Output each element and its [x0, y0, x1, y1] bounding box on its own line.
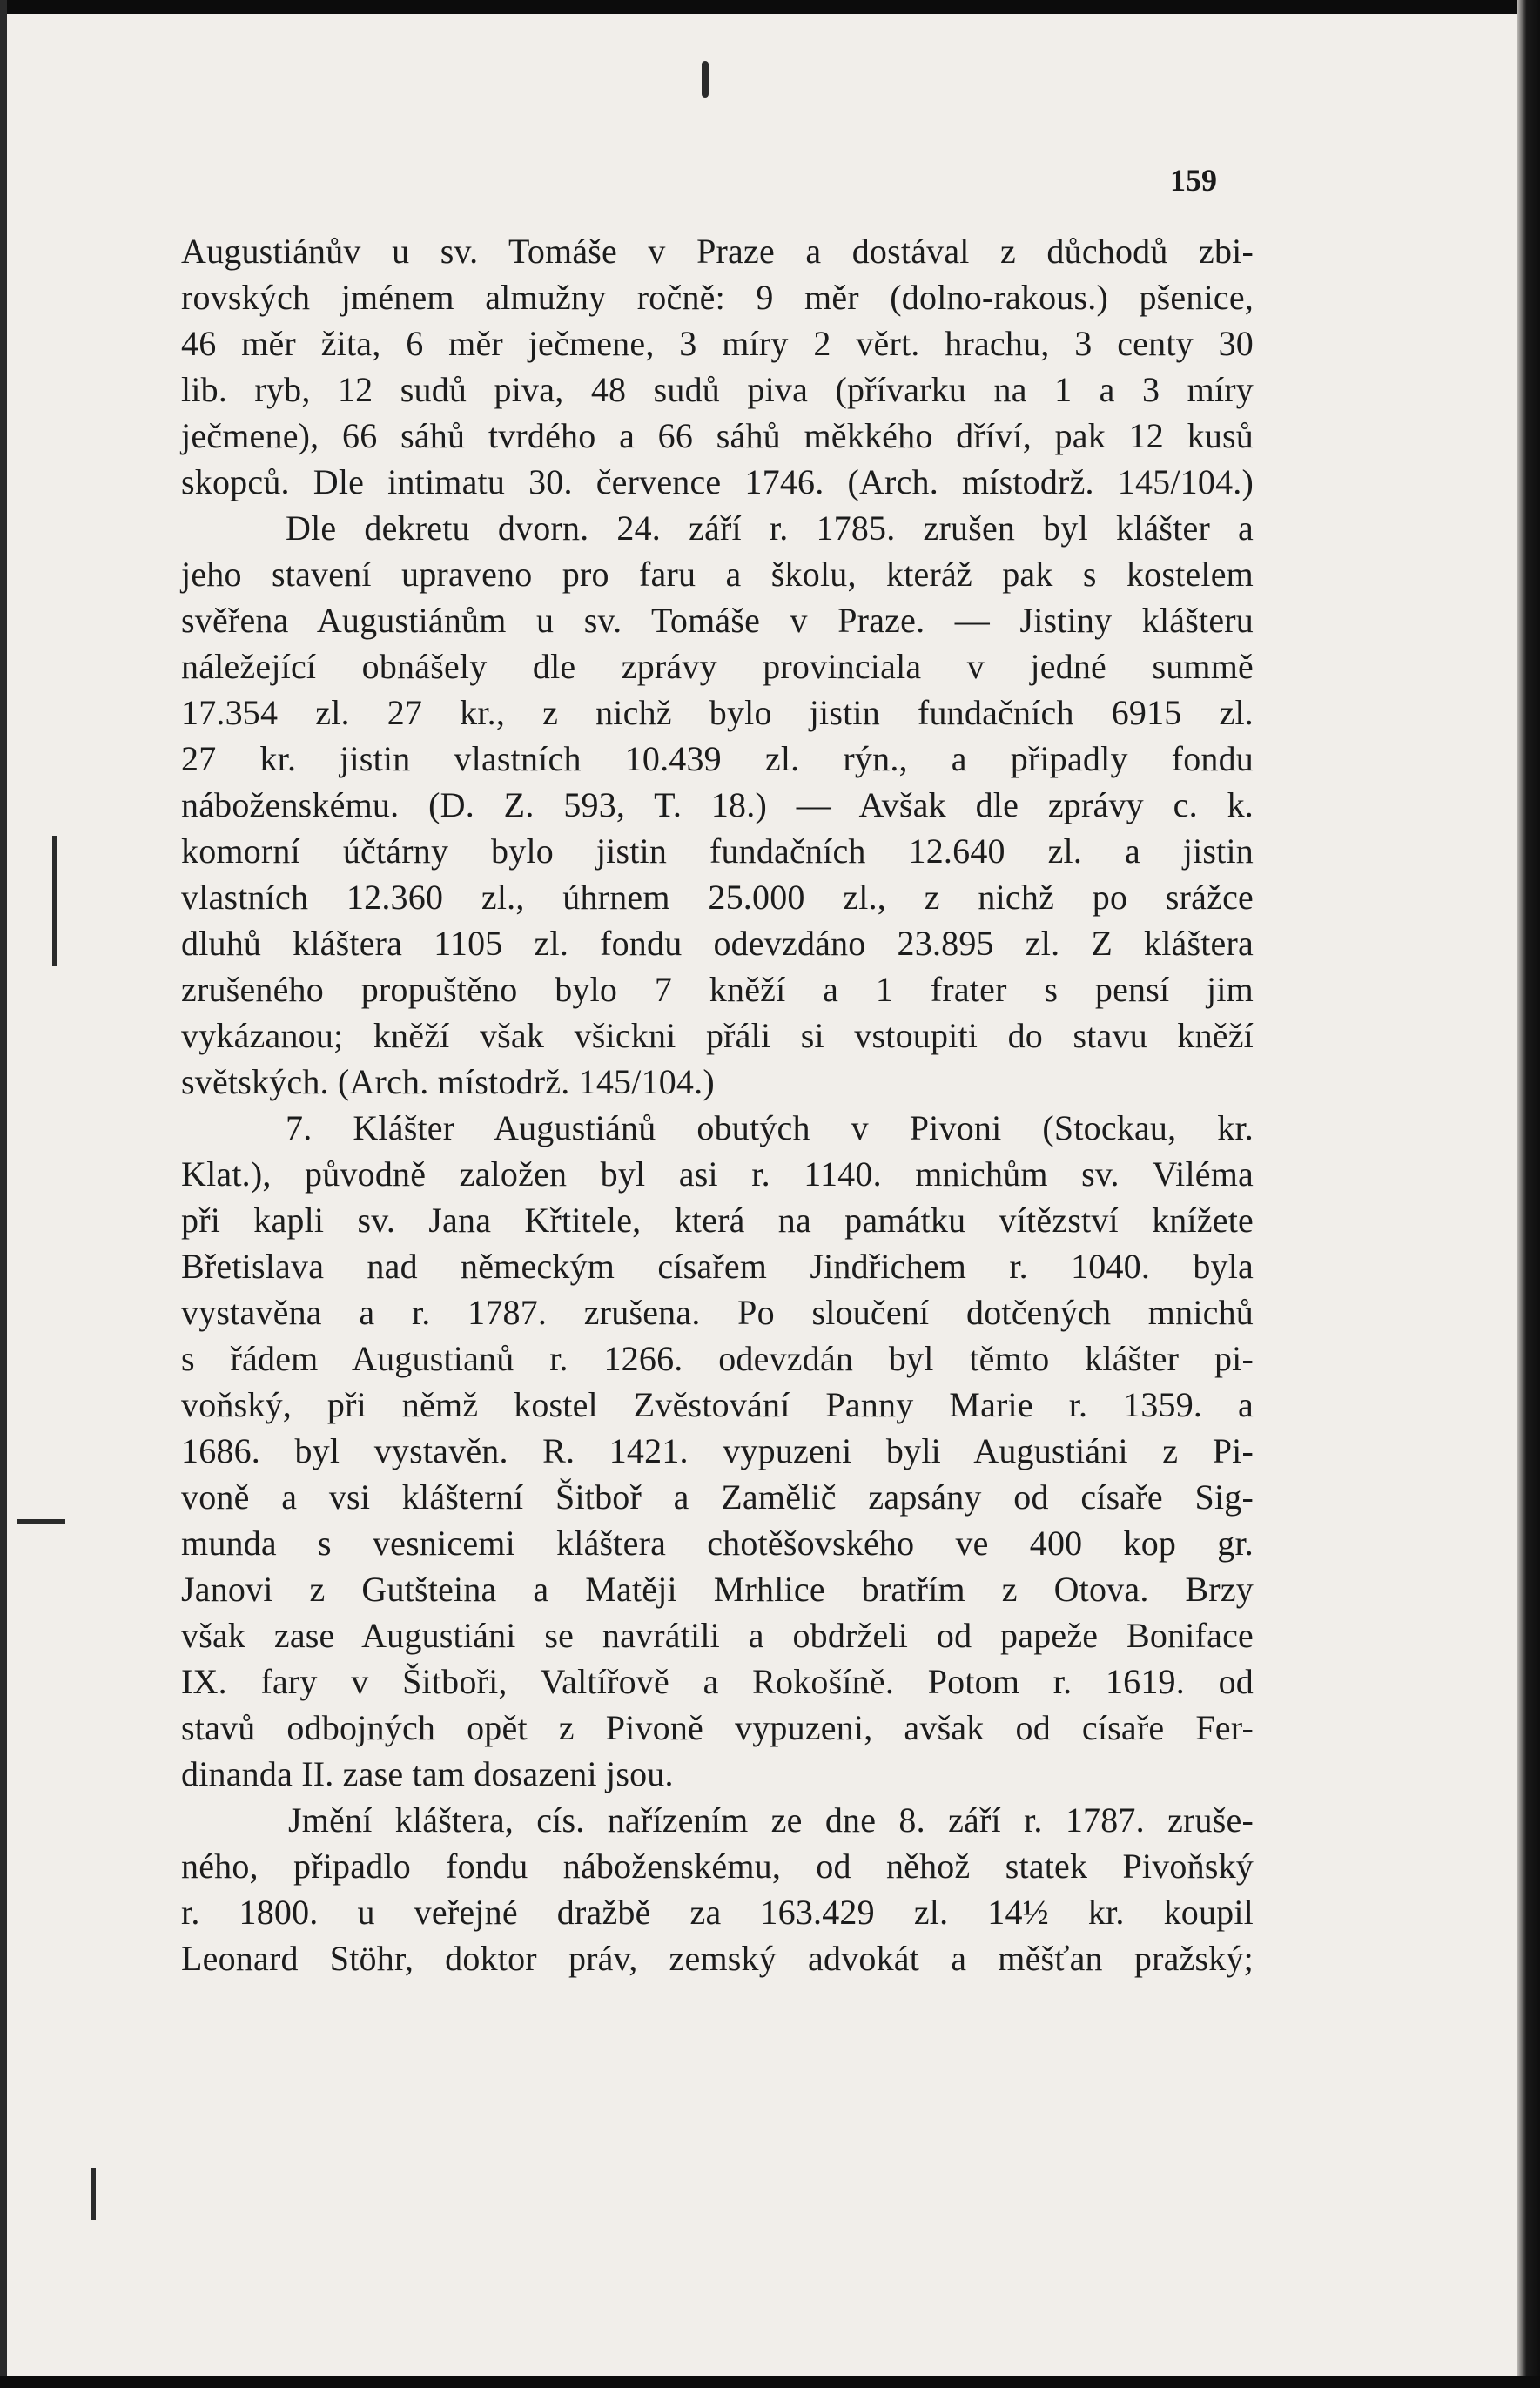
text-line: IX. fary v Šitboři, Valtířově a Rokošíně. Potom r. 1619. od — [181, 1662, 1254, 1701]
text-line: ječmene), 66 sáhů tvrdého a 66 sáhů měkkého dříví, pak 12 kusů — [181, 416, 1254, 455]
text-line: r. 1800. u veřejné dražbě za 163.429 zl. 14½ kr. koupil — [181, 1893, 1254, 1932]
text-line: dinanda II. zase tam dosazeni jsou. — [181, 1754, 674, 1793]
text-line: vykázanou; kněží však všickni přáli si vstoupiti do stavu kněží — [181, 1016, 1254, 1055]
text-line: při kapli sv. Jana Křtitele, která na památku vítězství knížete — [181, 1201, 1254, 1240]
text-line: jeho stavení upraveno pro faru a školu, kteráž pak s kostelem — [181, 555, 1254, 594]
scan-mark — [702, 61, 709, 98]
text-line: Janovi z Gutšteina a Matěji Mrhlice bratřím z Otova. Brzy — [181, 1570, 1254, 1609]
page-number: 159 — [1170, 163, 1217, 198]
text-line: náboženskému. (D. Z. 593, T. 18.) — Avšak dle zprávy c. k. — [181, 785, 1254, 824]
text-line: zrušeného propuštěno bylo 7 kněží a 1 frater s pensí jim — [181, 970, 1254, 1009]
text-line: s řádem Augustianů r. 1266. odevzdán byl těmto klášter pi- — [181, 1339, 1254, 1378]
text-line: Břetislava nad německým císařem Jindřichem r. 1040. byla — [181, 1247, 1254, 1286]
text-line: náležející obnášely dle zprávy provinciala v jedné summě — [181, 647, 1254, 686]
text-line: 27 kr. jistin vlastních 10.439 zl. rýn., a připadly fondu — [181, 739, 1254, 778]
text-line: Klat.), původně založen byl asi r. 1140. mnichům sv. Viléma — [181, 1154, 1254, 1194]
text-line: 17.354 zl. 27 kr., z nichž bylo jistin fundačních 6915 zl. — [181, 693, 1254, 732]
text-line: vlastních 12.360 zl., úhrnem 25.000 zl., z nichž po srážce — [181, 878, 1254, 917]
text-line: rovských jménem almužny ročně: 9 měr (dolno-rakous.) pšenice, — [181, 278, 1254, 317]
text-line: svěřena Augustiánům u sv. Tomáše v Praze. — Jistiny klášteru — [181, 601, 1254, 640]
scan-edge-right — [1517, 0, 1540, 2388]
section-heading-line: 7. Klášter Augustiánů obutých v Pivoni (Stockau, kr. — [286, 1108, 1254, 1147]
text-line: lib. ryb, 12 sudů piva, 48 sudů piva (přívarku na 1 a 3 míry — [181, 370, 1254, 409]
scan-mark — [17, 1519, 65, 1524]
text-line: vystavěna a r. 1787. zrušena. Po sloučení dotčených mnichů — [181, 1293, 1254, 1332]
text-line: skopců. Dle intimatu 30. července 1746. (Arch. místodrž. 145/104.) — [181, 462, 1254, 501]
text-line: však zase Augustiáni se navrátili a obdrželi od papeže Boniface — [181, 1616, 1254, 1655]
text-line: komorní účtárny bylo jistin fundačních 12.640 zl. a jistin — [181, 831, 1254, 871]
text-line: dluhů kláštera 1105 zl. fondu odevzdáno 23.895 zl. Z kláštera — [181, 924, 1254, 963]
text-line: voňský, při němž kostel Zvěstování Panny Marie r. 1359. a — [181, 1385, 1254, 1424]
text-line: ného, připadlo fondu náboženskému, od něhož statek Pivoňský — [181, 1846, 1254, 1886]
body-text — [181, 228, 1254, 1981]
text-line: stavů odbojných opět z Pivoně vypuzeni, avšak od císaře Fer- — [181, 1708, 1254, 1747]
text-line: 46 měr žita, 6 měr ječmene, 3 míry 2 věrt. hrachu, 3 centy 30 — [181, 324, 1254, 363]
text-line: Dle dekretu dvorn. 24. září r. 1785. zrušen byl klášter a — [286, 508, 1254, 548]
scan-edge-bottom — [0, 2376, 1540, 2388]
text-line: munda s vesnicemi kláštera chotěšovského ve 400 kop gr. — [181, 1524, 1254, 1563]
text-line: voně a vsi klášterní Šitboř a Zamělič zapsány od císaře Sig- — [181, 1477, 1254, 1517]
scan-mark — [52, 836, 57, 966]
text-line: světských. (Arch. místodrž. 145/104.) — [181, 1062, 715, 1101]
scan-edge-left — [0, 0, 7, 2388]
text-line: Augustiánův u sv. Tomáše v Praze a dostával z důchodů zbi- — [181, 232, 1254, 271]
text-line: Leonard Stöhr, doktor práv, zemský advokát a měšťan pražský; — [181, 1939, 1254, 1978]
text-line: 1686. byl vystavěn. R. 1421. vypuzeni byli Augustiáni z Pi- — [181, 1431, 1254, 1470]
scan-mark — [91, 2168, 96, 2220]
scan-edge-top — [0, 0, 1540, 14]
text-line: Jmění kláštera, cís. nařízením ze dne 8. září r. 1787. zruše- — [288, 1800, 1254, 1840]
